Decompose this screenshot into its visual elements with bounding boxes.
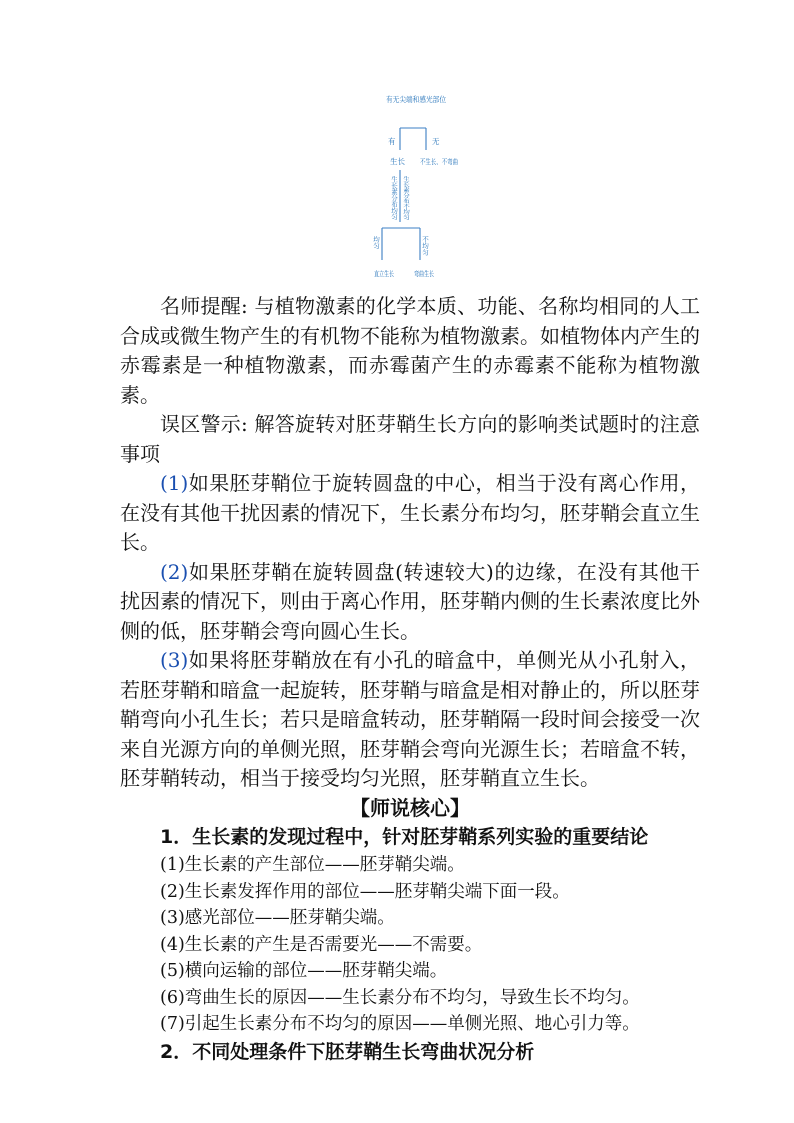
warning-item-number: (1) — [160, 471, 189, 495]
core-conclusion-item: (7)引起生长素分布不均匀的原因——单侧光照、地心引力等。 — [160, 1014, 640, 1034]
warning-item-text: 如果将胚芽鞘放在有小孔的暗盒中，单侧光从小孔射入，若胚芽鞘和暗盒一起旋转，胚芽鞘与暗盒是相对静止的，所以胚芽鞘弯向小孔生长；若只是暗盒转动，胚芽鞘隔一段时间会接受一次来自光源方向的单侧光照，胚芽鞘会弯向光源生长；若暗盒不转，胚芽鞘转动，相当于接受均匀光照，胚芽鞘直立生长。 — [120, 648, 700, 790]
core-section-title: 【师说核心】 — [350, 795, 470, 820]
core-heading-1: 1．生长素的发现过程中，针对胚芽鞘系列实验的重要结论 — [160, 826, 649, 848]
warning-item-3 — [120, 646, 700, 794]
tip-paragraph — [120, 292, 700, 410]
core-conclusion-item: (4)生长素的产生是否需要光——不需要。 — [160, 934, 483, 955]
tip-label: 名师提醒: — [160, 294, 248, 318]
warning-label: 误区警示: — [160, 412, 248, 436]
warning-text: 解答旋转对胚芽鞘生长方向的影响类试题时的注意事项 — [120, 412, 701, 466]
diagram-leaf-bend: 弯曲生长 — [414, 270, 442, 278]
diagram-node-grow: 生长 — [390, 157, 405, 166]
core-conclusion-item: (3)感光部位——胚芽鞘尖端。 — [160, 908, 395, 928]
diagram-branch-yes: 有 — [388, 137, 396, 146]
diagram-branch-uneven: 不均匀 — [421, 236, 429, 256]
core-conclusion-item: (1)生长素的产生部位——胚芽鞘尖端。 — [160, 855, 465, 875]
flow-diagram — [370, 92, 469, 292]
diagram-branch-no: 无 — [432, 137, 440, 146]
core-conclusion-item: (5)横向运输的部位——胚芽鞘尖端。 — [160, 961, 448, 981]
warning-paragraph — [120, 410, 700, 469]
diagram-node-no-grow: 不生长、不弯曲 — [420, 158, 469, 166]
warning-item-number: (2) — [160, 559, 189, 584]
core-heading-2: 2．不同处理条件下胚芽鞘生长弯曲状况分析 — [160, 1040, 535, 1063]
core-conclusion-item: (2)生长素发挥作用的部位——胚芽鞘尖端下面一段。 — [160, 881, 570, 902]
diagram-branch-even: 均匀 — [372, 236, 380, 249]
document-body — [120, 292, 700, 1067]
diagram-leaf-straight: 直立生长 — [374, 270, 402, 278]
warning-item-1 — [120, 469, 700, 558]
diagram-root: 有无尖端和感光部位 — [386, 95, 446, 104]
diagram-label-uneven: 生长素分布不均匀 — [402, 176, 410, 228]
warning-item-text: 如果胚芽鞘在旋转圆盘(转速较大)的边缘，在没有其他干扰因素的情况下，则由于离心作用，胚芽鞘内侧的生长素浓度比外侧的低，胚芽鞘会弯向圆心生长。 — [120, 559, 700, 643]
warning-item-number: (3) — [160, 648, 189, 672]
tip-text: 与植物激素的化学本质、功能、名称均相同的人工合成或微生物产生的有机物不能称为植物激素。如植物体内产生的赤霉素是一种植物激素，而赤霉菌产生的赤霉素不能称为植物激素。 — [120, 294, 701, 407]
diagram-label-even: 生长素分布均匀 — [390, 176, 398, 222]
warning-item-text: 如果胚芽鞘位于旋转圆盘的中心，相当于没有离心作用，在没有其他干扰因素的情况下，生长素分布均匀，胚芽鞘会直立生长。 — [120, 471, 700, 554]
core-conclusion-item: (6)弯曲生长的原因——生长素分布不均匀，导致生长不均匀。 — [160, 987, 640, 1008]
warning-item-2 — [120, 558, 700, 647]
